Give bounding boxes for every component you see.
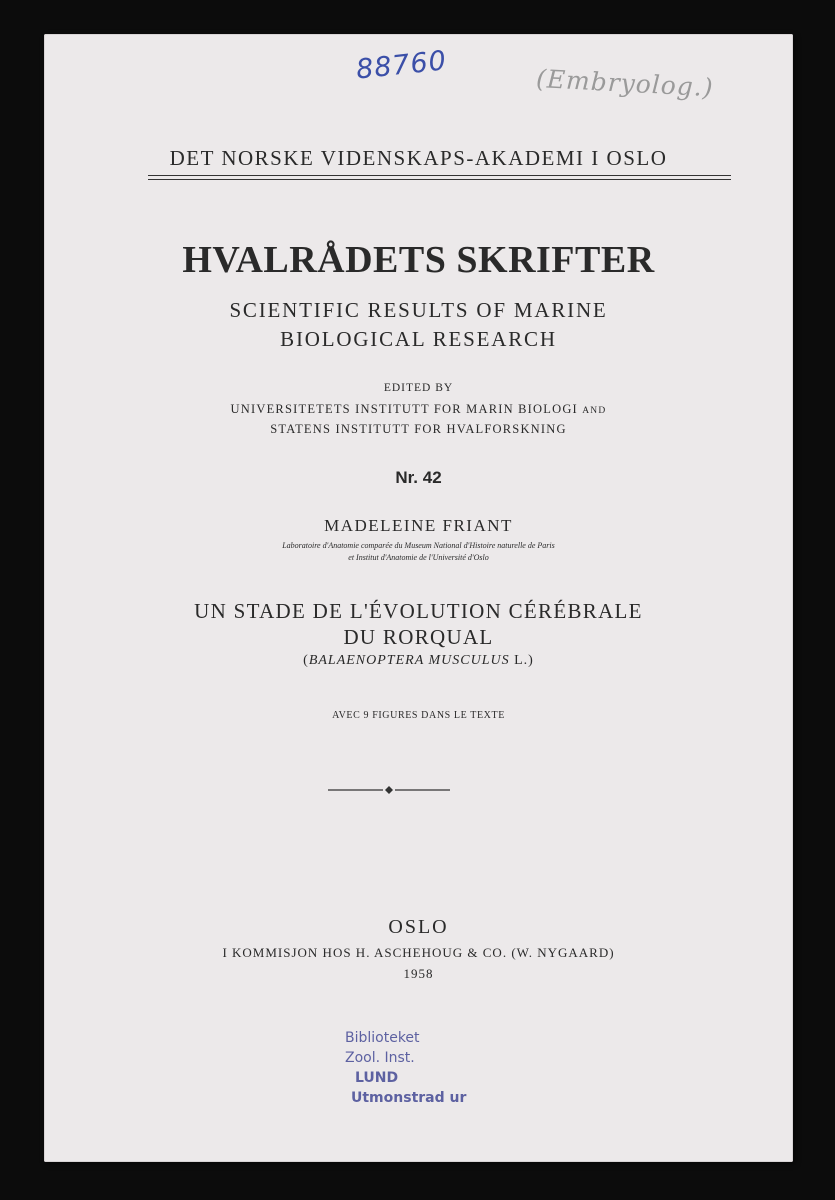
series-subtitle	[44, 296, 793, 354]
affiliation-line1: Laboratoire d'Anatomie comparée du Museum National d'Histoire naturelle de Paris	[282, 541, 555, 550]
academy-header: DET NORSKE VIDENSKAPS-AKADEMI I OSLO	[169, 146, 668, 170]
imprint-year: 1958	[403, 966, 434, 981]
document-cover	[44, 34, 793, 1162]
institution-line2: STATENS INSTITUTT FOR HVALFORSKNING	[270, 422, 567, 436]
affiliation-line2: et Institut d'Anatomie de l'Université d'Oslo	[348, 553, 489, 562]
imprint-publisher: I KOMMISJON HOS H. ASCHEHOUG & CO. (W. NYGAARD)	[222, 945, 615, 960]
library-stamp	[342, 1028, 472, 1108]
and-label: AND	[582, 406, 607, 416]
institution-line1: UNIVERSITETETS INSTITUTT FOR MARIN BIOLOGI AND	[230, 402, 607, 416]
species-name: (BALAENOPTERA MUSCULUS L.)	[303, 653, 534, 668]
stamp-line2: Zool. Inst.	[345, 1050, 415, 1066]
header-rule-top	[148, 175, 731, 176]
author-name: MADELEINE FRIANT	[324, 516, 513, 535]
stamp-line4: Utmonstrad ur	[351, 1090, 467, 1106]
series-subtitle-line1: SCIENTIFIC RESULTS OF MARINE	[229, 298, 608, 322]
work-title-line1: UN STADE DE L'ÉVOLUTION CÉRÉBRALE	[194, 599, 643, 623]
imprint-city: OSLO	[388, 916, 449, 938]
handwritten-catalog-number: 88760	[354, 45, 449, 86]
figures-note: AVEC 9 FIGURES DANS LE TEXTE	[332, 710, 505, 721]
series-subtitle-line2: BIOLOGICAL RESEARCH	[280, 327, 557, 351]
work-title	[44, 598, 793, 650]
editing-institutions	[44, 400, 793, 438]
ornament-divider	[328, 784, 450, 796]
series-title: HVALRÅDETS SKRIFTER	[182, 239, 655, 281]
header-rule-bottom	[148, 179, 731, 180]
species-latin: BALAENOPTERA MUSCULUS	[308, 653, 510, 668]
author-affiliation	[44, 540, 793, 564]
stamp-line3: LUND	[355, 1070, 399, 1086]
handwritten-note: (Embryolog.)	[535, 64, 715, 103]
work-title-line2: DU RORQUAL	[343, 625, 494, 649]
issue-number: Nr. 42	[395, 468, 442, 487]
edited-by-label: EDITED BY	[383, 382, 454, 394]
stamp-line1: Biblioteket	[345, 1030, 420, 1046]
